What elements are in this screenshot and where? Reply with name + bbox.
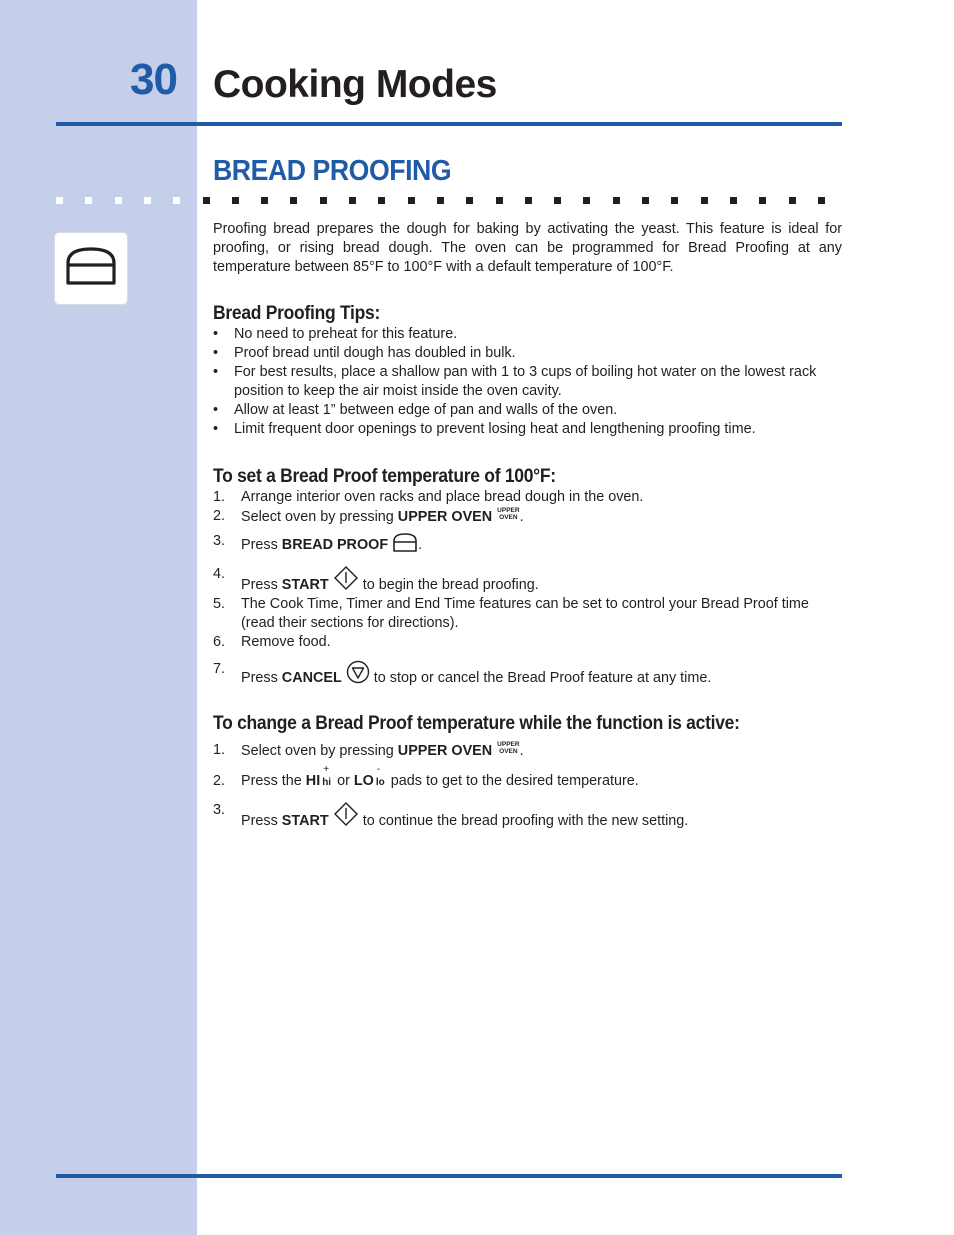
divider-dot (378, 197, 385, 204)
list-item: 4. Press START to begin the bread proofing. (213, 566, 539, 593)
section-title: BREAD PROOFING (213, 155, 452, 187)
divider-dot (56, 197, 63, 204)
list-item: • For best results, place a shallow pan with 1 to 3 cups of boiling hot water on the lowest rack position to keep the air moist inside the oven cavity. (213, 363, 842, 401)
divider-dot (290, 197, 297, 204)
list-item: 3. Press BREAD PROOF . (213, 533, 423, 553)
sidebar-band (0, 0, 197, 1235)
list-item: 1. Select oven by pressing UPPER OVEN UPPER OVEN . (213, 741, 524, 759)
divider-dot (261, 197, 268, 204)
list-item: 2. Select oven by pressing UPPER OVEN UPPER OVEN . (213, 507, 524, 525)
divider-dot (642, 197, 649, 204)
cancel-icon (346, 660, 370, 684)
divider-dot (554, 197, 561, 204)
bread-proof-icon (392, 532, 418, 553)
hi-pad-badge: + hi (322, 764, 332, 788)
intro-paragraph: Proofing bread prepares the dough for baking by activating the yeast. This feature is ideal for proofing, or rising bread dough. The oven can be programmed for Bread Proofing at any temperature between 85°F to 100°F with a default temperature of 100°F. (213, 221, 842, 275)
divider-dot (583, 197, 590, 204)
change-temp-steps (213, 741, 842, 831)
list-item: 2. Press the HI + hi or LO - lo pads to get to the desired temperature. (213, 772, 842, 792)
divider-dot (349, 197, 356, 204)
upper-oven-badge: UPPER OVEN (497, 507, 520, 521)
hi-key-label: HI (305, 773, 321, 789)
divider-dot (613, 197, 620, 204)
divider-dot (115, 197, 122, 204)
divider-dot (320, 197, 327, 204)
upper-oven-key-label: UPPER OVEN (397, 743, 493, 759)
divider-dot (789, 197, 796, 204)
divider-dot (232, 197, 239, 204)
divider-dot (671, 197, 678, 204)
list-item: 6. Remove food. (213, 634, 331, 650)
upper-oven-key-label: UPPER OVEN (397, 509, 493, 525)
list-item: • Limit frequent door openings to prevent losing heat and lengthening proofing time. (213, 420, 842, 439)
divider-dot (525, 197, 532, 204)
bread-proof-key-label: BREAD PROOF (281, 537, 389, 553)
cancel-key-label: CANCEL (281, 670, 342, 686)
divider-dot (173, 197, 180, 204)
header-rule (56, 122, 842, 126)
list-item: • Proof bread until dough has doubled in bulk. (213, 344, 842, 363)
list-item: 3. Press START to continue the bread proofing with the new setting. (213, 802, 689, 829)
bread-proof-icon (55, 233, 127, 304)
dotted-divider (56, 197, 846, 205)
chapter-title: Cooking Modes (213, 63, 497, 106)
tips-list (213, 325, 842, 439)
divider-dot (759, 197, 766, 204)
start-key-label: START (281, 577, 329, 593)
divider-dot (144, 197, 151, 204)
start-icon (333, 565, 359, 591)
lo-pad-badge: - lo (375, 764, 385, 788)
divider-dot (818, 197, 825, 204)
set-temp-heading: To set a Bread Proof temperature of 100°F: (213, 466, 556, 487)
list-item: 7. Press CANCEL to stop or cancel the Bread Proof feature at any time. (213, 661, 712, 686)
start-key-label: START (281, 813, 329, 829)
divider-dot (437, 197, 444, 204)
divider-dot (85, 197, 92, 204)
start-icon (333, 801, 359, 827)
page-number: 30 (130, 55, 177, 104)
list-item: 5. The Cook Time, Timer and End Time features can be set to control your Bread Proof time (read their sections for directions). (213, 596, 809, 631)
set-temp-steps (213, 488, 842, 688)
upper-oven-badge: UPPER OVEN (497, 741, 520, 755)
divider-dot (466, 197, 473, 204)
divider-dot (701, 197, 708, 204)
list-item: 1. Arrange interior oven racks and place bread dough in the oven. (213, 489, 644, 505)
tips-heading: Bread Proofing Tips: (213, 303, 381, 324)
divider-dot (730, 197, 737, 204)
list-item: • Allow at least 1” between edge of pan and walls of the oven. (213, 401, 842, 420)
lo-key-label: LO (353, 773, 374, 789)
list-item: • No need to preheat for this feature. (213, 325, 842, 344)
divider-dot (496, 197, 503, 204)
main-content (213, 220, 842, 831)
divider-dot (408, 197, 415, 204)
divider-dot (203, 197, 210, 204)
change-temp-heading: To change a Bread Proof temperature while the function is active: (213, 713, 740, 734)
footer-rule (56, 1174, 842, 1178)
bread-proof-icon-card (54, 232, 128, 305)
